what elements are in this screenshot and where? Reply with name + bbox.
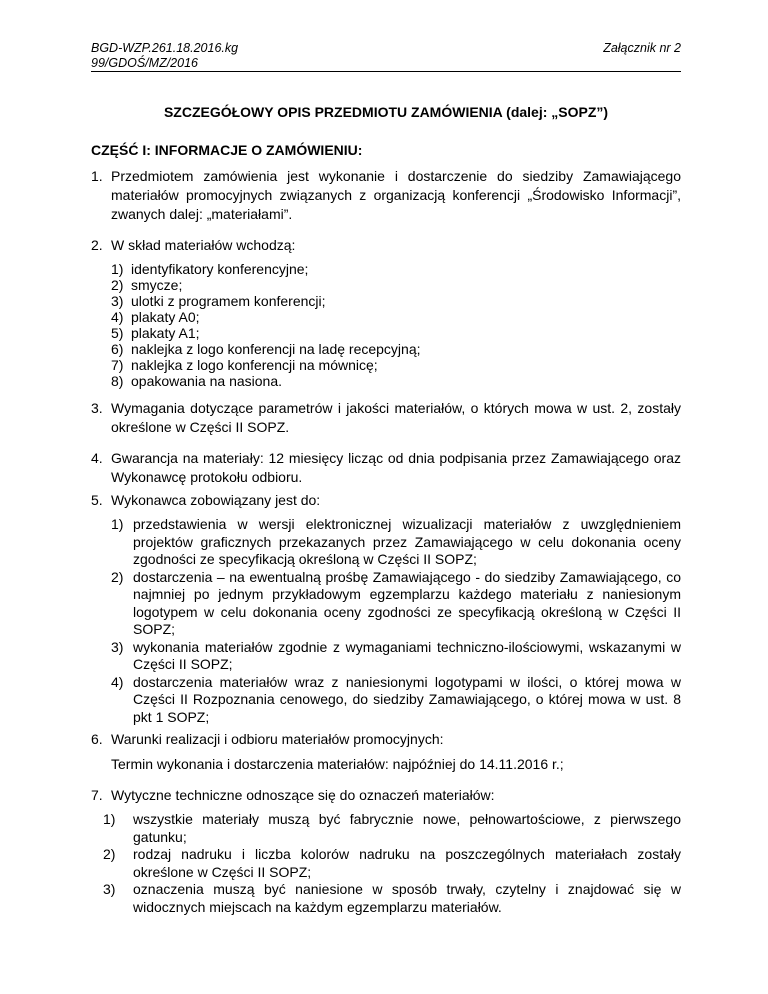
list-item [91,730,681,749]
item-text: wszystkie materiały muszą być fabrycznie nowe, pełnowartościowe, z pierwszego gatunku; [133,811,681,845]
list-item [111,639,681,674]
item-number: 1) [111,261,124,277]
item-number: 1) [103,811,116,827]
item-number: 8) [111,373,124,389]
item-number: 2) [111,277,124,293]
item-number: 6. [91,731,103,747]
item-text: rodzaj nadruku i liczba kolorów nadruku na poszczególnych materiałach zostały określone w Części II SOPZ; [133,846,681,880]
reference-line-1: BGD-WZP.261.18.2016.kg [91,41,239,55]
item-text: Gwarancja na materiały: 12 miesięcy licząc od dnia podpisania przez Zamawiającego oraz Wykonawcę protokołu odbioru. [111,450,681,485]
item-text: naklejka z logo konferencji na mównicę; [131,357,378,373]
item-text: wykonania materiałów zgodnie z wymaganiami techniczno-ilościowymi, wskazanymi w Części II SOPZ; [133,638,681,672]
list-item [111,373,681,389]
list-item [111,569,681,639]
reference-line-2: 99/GDOŚ/MZ/2016 [91,56,198,70]
item-text: smycze; [131,277,183,293]
list-item [111,357,681,373]
item-number: 4) [111,673,124,690]
list-item [91,786,681,805]
section-heading: CZĘŚĆ I: INFORMACJE O ZAMÓWIENIU: [91,142,363,158]
guidelines-list [103,811,681,916]
item-text: opakowania na nasiona. [131,373,283,389]
document-body [91,167,681,916]
item-text: identyfikatory konferencyjne; [131,261,309,277]
item-text: Wykonawca zobowiązany jest do: [111,492,321,508]
attachment-label: Załącznik nr 2 [603,41,681,55]
item-number: 6) [111,341,124,357]
item-number: 3) [111,638,124,655]
item-text: dostarczenia materiałów wraz z naniesionymi logotypami w ilości, o której mowa w Części II Rozpoznania cenowego, do siedziby Zamawiającego, o której mowa w ust. 8 pkt 1 SOPZ; [133,673,681,725]
list-item [111,516,681,569]
list-item [111,341,681,357]
item-number: 1) [111,516,124,532]
materials-list [111,261,681,389]
list-item [91,449,681,487]
item-text: dostarczenia – na ewentualną prośbę Zamawiającego - do siedziby Zamawiającego, co najmniej po jednym przykładowym egzemplarzu każdego materiału z naniesionym logotypem w celu dokonania oceny zgodności ze specyfikacją określoną w Części II SOPZ; [133,568,681,637]
list-item [91,399,681,437]
item-text: W skład materiałów wchodzą: [111,237,296,253]
item-text: Wymagania dotyczące parametrów i jakości materiałów, o których mowa w ust. 2, zostały określone w Części II SOPZ. [111,400,681,435]
obligations-list [111,516,681,726]
item-text: plakaty A0; [131,309,200,325]
item-number: 7) [111,357,124,373]
list-item [91,491,681,510]
list-item [111,261,681,277]
item-number: 3) [111,293,124,309]
list-item [103,881,681,916]
item-number: 2) [111,568,124,585]
list-item [111,309,681,325]
item-number: 7. [91,787,103,803]
item-number: 3. [91,400,103,416]
item-text: Wytyczne techniczne odnoszące się do oznaczeń materiałów: [111,787,495,803]
item-number: 2) [103,846,116,862]
item-number: 4) [111,309,124,325]
item-number: 2. [91,237,103,253]
item-text: ulotki z programem konferencji; [131,293,326,309]
list-item [91,236,681,255]
item-number: 5) [111,325,124,341]
item-number: 1. [91,168,103,184]
list-item [111,674,681,727]
item-text: oznaczenia muszą być naniesione w sposób trwały, czytelny i znajdować się w widocznych miejscach na każdym egzemplarzu materiałów. [133,881,681,915]
item-text: przedstawienia w wersji elektronicznej wizualizacji materiałów z uwzględnieniem projektów graficznych przekazanych przez Zamawiającego w celu dokonania oceny zgodności ze specyfikacją określoną w Części II SOPZ; [133,516,681,567]
list-item [103,811,681,846]
deadline-text: Termin wykonania i dostarczenia materiałów: najpóźniej do 14.11.2016 r.; [111,756,564,772]
item-text: plakaty A1; [131,325,200,341]
list-item [91,167,681,224]
item-number: 4. [91,450,103,466]
document-title: SZCZEGÓŁOWY OPIS PRZEDMIOTU ZAMÓWIENIA (dalej: „SOPZ”) [163,104,609,120]
item-number: 5. [91,492,103,508]
item-number: 3) [103,881,116,897]
item-text: Warunki realizacji i odbioru materiałów promocyjnych: [111,731,444,747]
page-header [91,38,681,72]
list-item [111,325,681,341]
list-item [111,277,681,293]
list-item [111,293,681,309]
list-item [103,846,681,881]
item-text: naklejka z logo konferencji na ladę recepcyjną; [131,341,421,357]
reference-numbers [91,41,238,71]
item-text: Przedmiotem zamówienia jest wykonanie i dostarczenie do siedziby Zamawiającego materiałów promocyjnych związanych z organizacją konferencji „Środowisko Informacji”, zwanych dalej: „materiałami”. [111,168,681,222]
